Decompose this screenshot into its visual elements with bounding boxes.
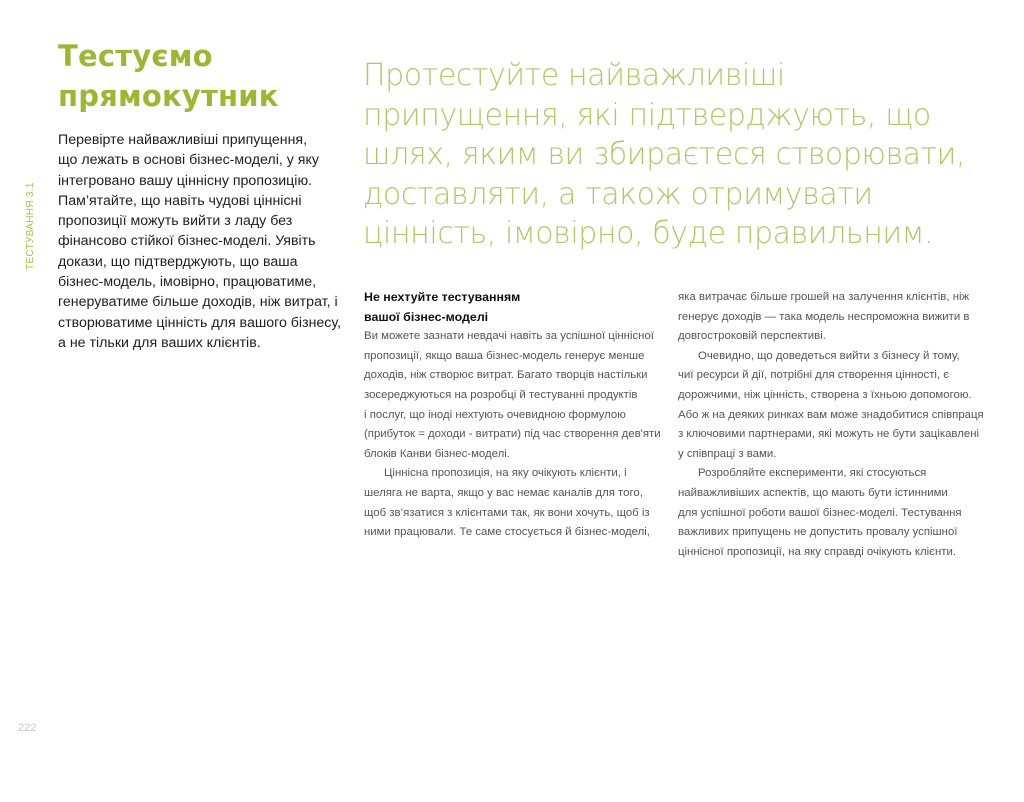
body-paragraph: [678, 464, 978, 562]
body-paragraph: [364, 327, 664, 464]
body-line: ними працювали. Те саме стосується й бізнес-моделі,: [364, 526, 650, 539]
intro-line: докази, що підтверджують, що ваша: [58, 253, 298, 270]
heading-line: вашої бізнес-моделі: [364, 309, 489, 324]
body-line: важливих припущень не допустить провалу успішної: [678, 526, 958, 539]
quote-line: Протестуйте найважливіші: [363, 58, 785, 93]
section-label: ТЕСТУВАННЯ 3.1: [25, 182, 36, 270]
body-line: з ключовими партнерами, які можуть не бути зацікавлені: [678, 428, 980, 441]
body-line: Ціннісна пропозиція, на яку очікують клієнти, і: [384, 467, 627, 480]
section-heading: [364, 288, 664, 327]
body-paragraph: [678, 288, 978, 347]
intro-line: інтегровано вашу ціннісну пропозицію.: [58, 172, 313, 189]
heading-line: Не нехтуйте тестуванням: [364, 290, 521, 304]
body-line: генерує доходів — така модель неспроможна вижити в: [678, 310, 970, 323]
intro-line: створюватиме цінність для вашого бізнесу,: [58, 314, 342, 331]
body-line: дорожчими, ніж цінність, створена з їхньою допомогою.: [678, 388, 972, 401]
body-line: шеляга не варта, якщо у вас немає каналів для того,: [364, 486, 643, 499]
body-line: пропозиції, якщо ваша бізнес-модель генерує менше: [364, 349, 645, 362]
pull-quote: [363, 56, 983, 254]
body-column-left: [364, 288, 664, 543]
body-line: блоків Канви бізнес-моделі.: [364, 447, 510, 460]
title-line: Тестуємо: [58, 39, 213, 73]
body-line: щоб зв’язатися з клієнтами так, як вони хочуть, щоб із: [364, 506, 650, 519]
title-line: прямокутник: [58, 79, 279, 113]
intro-line: а не тільки для ваших клієнтів.: [58, 334, 261, 351]
body-line: найважливіших аспектів, що мають бути істинними: [678, 486, 948, 499]
page-number: 222: [18, 722, 37, 734]
body-line: Очевидно, що доведеться вийти з бізнесу й тому,: [698, 349, 960, 362]
quote-line: доставляти, а також отримувати: [363, 176, 873, 212]
intro-line: генеруватиме більше доходів, ніж витрат, і: [58, 294, 338, 311]
body-line: (прибуток = доходи - витрати) під час створення дев'яти: [364, 428, 661, 441]
body-line: довгостроковій перспективі.: [678, 330, 826, 343]
body-line: Або ж на деяких ринках вам може знадобитися співпраця: [678, 408, 984, 421]
body-line: Ви можете зазнати невдачі навіть за успішної ціннісної: [364, 330, 654, 343]
body-line: чиї ресурси й дії, потрібні для створення цінності, є: [678, 369, 950, 382]
intro-line: пропозиції можуть вийти з ладу без: [58, 213, 293, 230]
body-line: і послуг, що іноді нехтують очевидною формулою: [364, 408, 626, 421]
intro-paragraph: [58, 130, 348, 353]
intro-line: Перевірте найважливіші припущення,: [58, 132, 308, 148]
intro-line: бізнес-модель, імовірно, працюватиме,: [58, 274, 317, 291]
intro-line: Пам’ятайте, що навіть чудові ціннісні: [58, 192, 302, 209]
body-line: доходів, ніж створює витрат. Багато творців настільки: [364, 369, 648, 382]
body-column-right: [678, 288, 984, 562]
body-paragraph: [678, 347, 984, 465]
body-line: яка витрачає більше грошей на залучення клієнтів, ніж: [678, 291, 970, 303]
body-line: зосереджуються на розробці й тестуванні продуктів: [364, 388, 638, 401]
body-line: ціннісної пропозиції, на яку справді очікують клієнти.: [678, 545, 956, 558]
quote-line: цінність, імовірно, буде правильним.: [363, 216, 934, 251]
quote-line: припущення, які підтверджують, що: [363, 97, 931, 133]
quote-line: шлях, яким ви збираєтеся створювати,: [363, 137, 966, 172]
body-line: Розробляйте експерименти, які стосуються: [698, 467, 927, 480]
body-line: у співпраці з вами.: [678, 447, 777, 460]
body-line: для успішної роботи вашої бізнес-моделі. Тестування: [678, 506, 962, 519]
intro-line: фінансово стійкої бізнес-моделі. Уявіть: [58, 233, 316, 250]
body-paragraph: [364, 464, 664, 542]
intro-line: що лежать в основі бізнес-моделі, у яку: [58, 152, 319, 169]
page-title: [58, 36, 279, 116]
